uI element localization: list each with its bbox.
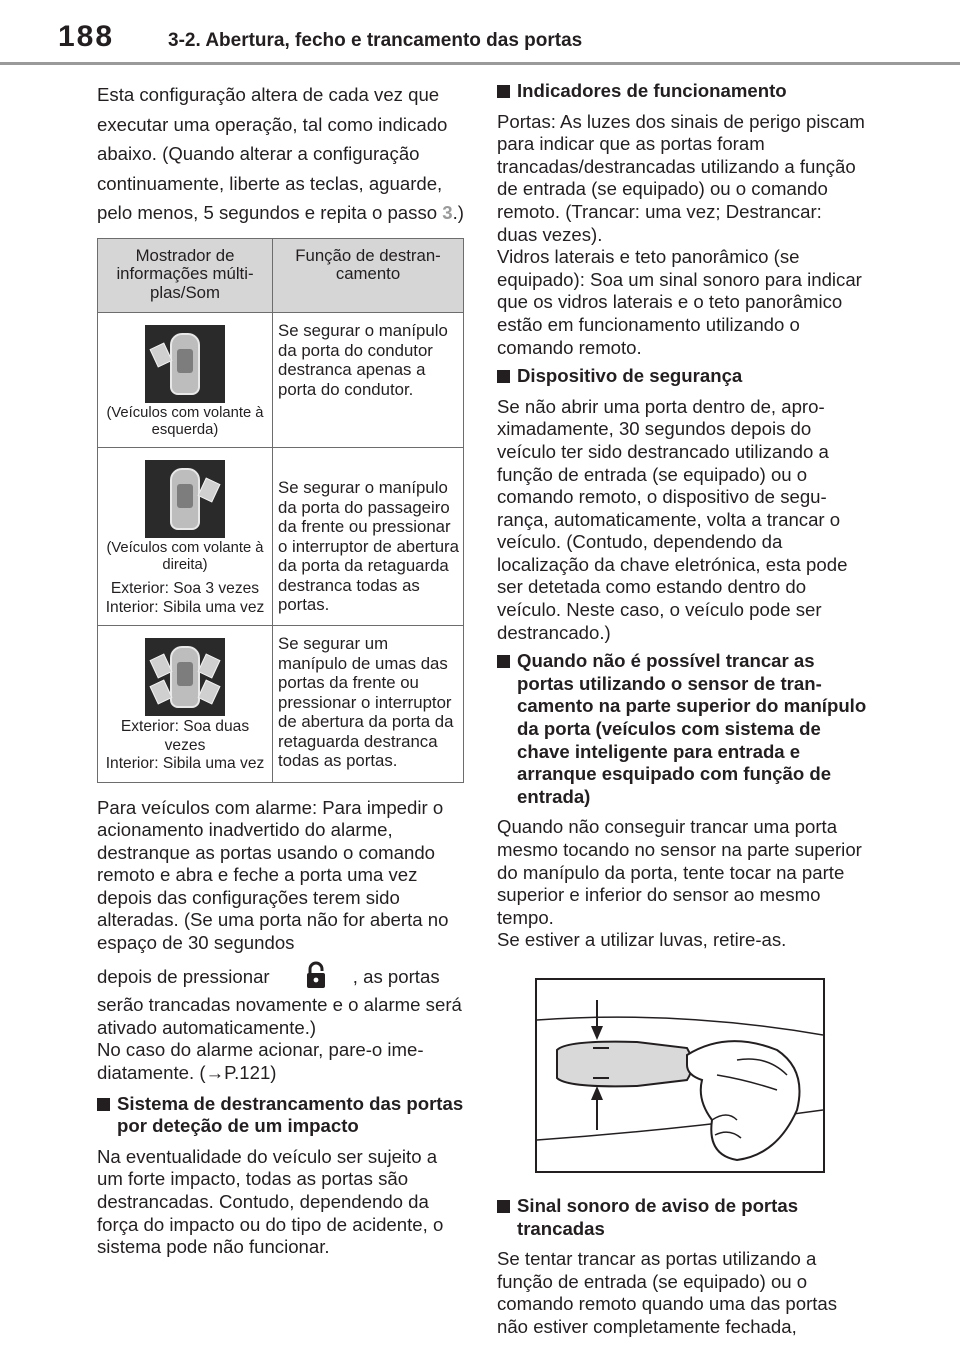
table-header-display: Mostrador de informações múltiplas/Som <box>98 238 273 313</box>
table-row <box>98 626 464 783</box>
impact-paragraph: Na eventualidade do veículo ser sujeito a um forte impacto, todas as portas são destrancadas. Contudo, dependendo da força do impacto ou do tipo de acidente, o sistema pode não funcionar. <box>97 1145 444 1258</box>
table-cell-function: Se segurar o manípulo da porta do passageiro da frente ou pressionar o interruptor de abertura da porta da retaguarda destranca todas as portas. <box>273 448 464 626</box>
heading-marker-icon <box>497 370 510 383</box>
indicators-paragraph: Portas: As luzes dos sinais de perigo piscam para indicar que as portas foram trancadas/destrancadas utilizando a função de entrada (se equipado) ou o comando remoto. (Trancar: uma vez; Destrancar: duas vezes). <box>497 110 865 245</box>
safety-paragraph: Se não abrir uma porta dentro de, aproximadamente, 30 segundos depois do veículo ter sido destrancado utilizando a função de entrada (se equipado) ou o comando remoto, o dispositivo de segurança, automaticamente, volta a trancar o veículo. (Contudo, dependendo da localização da chave eletrónica, esta pode ser detetada como estando dentro do veículo. Neste caso, o veículo pode ser destrancado.) <box>497 395 848 643</box>
door-handle-drawing <box>537 980 823 1171</box>
heading-buzzer-text: Sinal sonoro de aviso de portas trancadas <box>517 1194 799 1239</box>
heading-buzzer <box>497 1195 867 1240</box>
heading-safety <box>497 365 867 388</box>
intro-paragraph <box>97 80 467 228</box>
row3-sound-interior: Interior: Sibila uma vez <box>105 755 265 772</box>
step-reference: 3 <box>442 202 453 223</box>
page-number: 188 <box>58 20 115 53</box>
gloves-paragraph: Se estiver a utilizar luvas, retire-as. <box>497 929 787 951</box>
alarm-text-b: , as portas serão trancadas novamente e o alarme será ativado automaticamente.) <box>97 965 462 1038</box>
heading-marker-icon <box>497 85 510 98</box>
left-column <box>97 80 467 1265</box>
heading-cannot-lock <box>497 650 867 808</box>
table-cell-display <box>98 313 273 448</box>
table-header-function: Função de destrancamento <box>273 238 464 313</box>
table-cell-function: Se segurar o manípulo da porta do condutor destranca apenas a porta do condutor. <box>273 313 464 448</box>
alarm-stop-paragraph: No caso do alarme acionar, pare-o imediatamente. (→P.121) <box>97 1039 424 1084</box>
row2-caption: (Veículos com volante à direita) <box>106 540 264 573</box>
open-door-icon <box>198 654 221 679</box>
heading-cannot-lock-text: Quando não é possível trancar as portas utilizando o sensor de trancamento na parte superior do manípulo da porta (veículos com sistema de chave inteligente para entrada e arranque esquipado com função de entrada) <box>517 650 867 807</box>
header-rule <box>0 62 960 65</box>
heading-impact-text: Sistema de destrancamento das portas por deteção de um impacto <box>117 1092 464 1137</box>
heading-impact <box>97 1093 467 1138</box>
alarm-text-a: depois de pressionar <box>97 965 270 987</box>
all-doors-unlock-image <box>145 638 225 716</box>
open-door-icon <box>198 680 221 705</box>
car-icon <box>170 646 200 708</box>
open-door-icon <box>198 478 221 503</box>
settings-table <box>97 238 464 783</box>
heading-safety-text: Dispositivo de segurança <box>517 365 743 387</box>
car-icon <box>170 468 200 530</box>
heading-marker-icon <box>497 1200 510 1213</box>
heading-marker-icon <box>97 1098 110 1111</box>
alarm-paragraph: Para veículos com alarme: Para impedir o acionamento inadvertido do alarme, destranque as portas usando o comando remoto e abra e feche a porta uma vez depois das configurações terem sido alteradas. (Se uma porta não for aberta no espaço de 30 segundos <box>97 796 449 954</box>
row2-sound-interior: Interior: Sibila uma vez <box>105 598 265 616</box>
heading-indicators <box>497 80 867 103</box>
heading-indicators-text: Indicadores de funcionamento <box>517 80 787 101</box>
driver-door-unlock-image <box>145 325 225 403</box>
buzzer-paragraph: Se tentar trancar as portas utilizando a função de entrada (se equipado) ou o comando remoto quando uma das portas não estiver completamente fechada, <box>497 1248 838 1337</box>
table-row <box>98 313 464 448</box>
page-header <box>0 0 960 66</box>
table-header-row <box>98 238 464 313</box>
table-cell-function: Se segurar um manípulo de umas das portas da frente ou pressionar o interruptor de abertura da porta da retaguarda destranca todas as portas. <box>273 626 464 783</box>
alarm-paragraph-continued <box>97 961 467 1040</box>
section-title: 3-2. Abertura, fecho e trancamento das portas <box>168 30 583 51</box>
indicators-paragraph-2: Vidros laterais e teto panorâmico (se equipado): Soa um sinal sonoro para indicar que os vidros laterais e o teto panorâmico estão em funcionamento utilizando o comando remoto. <box>497 246 862 358</box>
door-handle-illustration <box>535 978 825 1173</box>
row2-sound-exterior: Exterior: Soa 3 vezes <box>110 580 260 597</box>
table-cell-display <box>98 626 273 783</box>
table-cell-display <box>98 448 273 626</box>
passenger-door-unlock-image <box>145 460 225 538</box>
row3-sound-exterior: Exterior: Soa duas vezes <box>120 718 250 754</box>
cannot-lock-paragraph: Quando não conseguir trancar uma porta mesmo tocando no sensor na parte superior do manípulo da porta, tente tocar na parte superior e inferior do sensor ao mesmo tempo. <box>497 816 862 928</box>
lock-button-icon <box>305 961 327 995</box>
heading-marker-icon <box>497 655 510 668</box>
car-icon <box>170 333 200 395</box>
row1-caption: (Veículos com volante à esquerda) <box>106 405 264 438</box>
right-column <box>497 80 867 1345</box>
intro-text: Esta configuração altera de cada vez que executar uma operação, tal como indicado abaixo. (Quando alterar a configuração continuamente, liberte as teclas, aguarde, pelo menos, 5 segundos e repita o passo <box>97 84 448 223</box>
intro-end: .) <box>452 202 464 223</box>
table-row <box>98 448 464 626</box>
